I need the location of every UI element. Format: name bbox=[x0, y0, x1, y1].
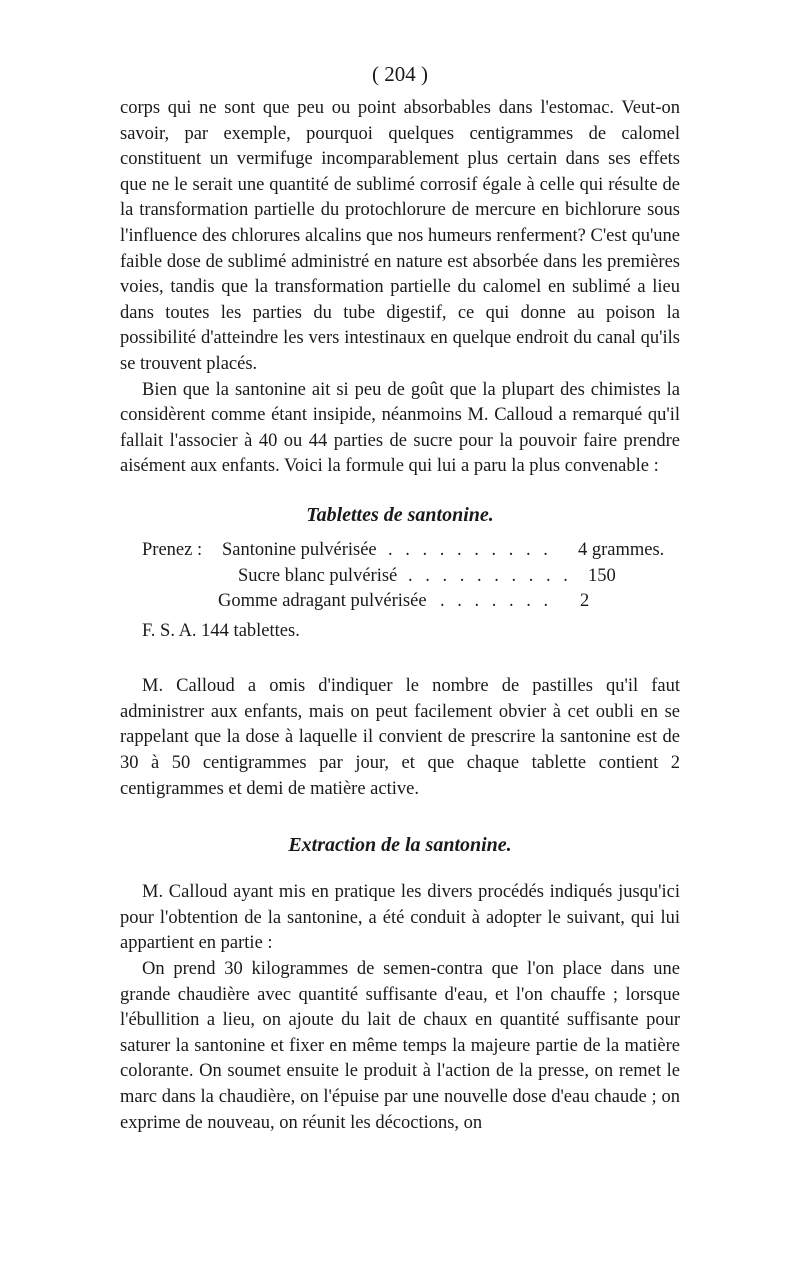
recipe-ingredient-name: Gomme adragant pulvérisée bbox=[218, 591, 427, 612]
paragraph-calomel: corps qui ne sont que peu ou point absorbables dans l'estomac. Veut-on savoir, par exemple, pourquoi quelques centigrammes de calomel constituent un vermifuge incomparablement plus certain dans ses effets que ne le serait une quantité de sublimé corrosif égale à celle qui résulte de la transformation partielle du protochlorure de mercure en bichlorure sous l'influence des chlorures alcalins que nos humeurs renferment? C'est qu'une faible dose de sublimé administré en nature est absorbée dans les premières voies, tandis que la transformation partielle du calomel en sublimé a lieu dans toutes les parties du tube digestif, ce qui donne au poison la possibilité d'atteindre les vers intestinaux en quelque endroit du canal qu'ils se trouvent placés. bbox=[120, 98, 680, 374]
recipe-ingredient-name: Santonine pulvérisée bbox=[222, 539, 377, 560]
text-column bbox=[120, 96, 680, 1136]
recipe-leader-dots: . . . . . . . . . . bbox=[408, 565, 572, 586]
recipe-leader-dots: . . . . . . . bbox=[440, 591, 553, 612]
paragraph-dosage: M. Calloud a omis d'indiquer le nombre de pastilles qu'il faut administrer aux enfants, mais on peut facilement obvier à cet oubli en se rappelant que la dose à laquelle il convient de prescrire la santonine est de 30 à 50 centigrammes par jour, et que chaque tablette contient 2 centigrammes et demi de matière active. bbox=[120, 676, 680, 799]
paragraph-procedure-intro: M. Calloud ayant mis en pratique les divers procédés indiqués jusqu'ici pour l'obtention de la santonine, a été conduit à adopter le suivant, qui lui appartient en partie : bbox=[120, 882, 680, 954]
recipe-yield: F. S. A. 144 tablettes. bbox=[142, 620, 300, 641]
page-number: ( 204 ) bbox=[372, 62, 428, 86]
paragraph-santonine-taste: Bien que la santonine ait si peu de goût que la plupart des chimistes la considèrent comme étant insipide, néanmoins M. Calloud a remarqué qu'il fallait l'associer à 40 ou 44 parties de sucre pour la pouvoir faire prendre aisément aux enfants. Voici la formule qui lui a paru la plus convenable : bbox=[120, 379, 680, 477]
recipe-ingredient-name: Sucre blanc pulvérisé bbox=[238, 565, 398, 586]
recipe-quantity: 4 grammes. bbox=[578, 539, 665, 560]
recipe-quantity: 2 bbox=[580, 591, 590, 612]
recipe-row bbox=[120, 538, 680, 564]
recipe-row bbox=[120, 564, 680, 590]
paragraph-procedure: On prend 30 kilogrammes de semen-contra que l'on place dans une grande chaudière avec quantité suffisante d'eau, et l'on chauffe ; lorsque l'ébullition a lieu, on ajoute du lait de chaux en quantité suffisante pour saturer la santonine et fixer en même temps la majeure partie de la matière colorante. On soumet ensuite le produit à l'action de la presse, on remet le marc dans la chaudière, on l'épuise par une nouvelle dose d'eau chaude ; on exprime de nouveau, on réunit les décoctions, on bbox=[120, 959, 680, 1133]
spacer bbox=[120, 644, 680, 674]
recipe-leader-dots: . . . . . . . . . . bbox=[388, 539, 552, 560]
recipe-quantity: 150 bbox=[588, 565, 616, 586]
recipe-block bbox=[120, 538, 680, 644]
recipe-prefix: Prenez : bbox=[142, 539, 203, 560]
recipe-row bbox=[120, 589, 680, 615]
section-heading-tablettes: Tablettes de santonine. bbox=[306, 503, 494, 526]
section-heading-extraction: Extraction de la santonine. bbox=[288, 834, 512, 857]
